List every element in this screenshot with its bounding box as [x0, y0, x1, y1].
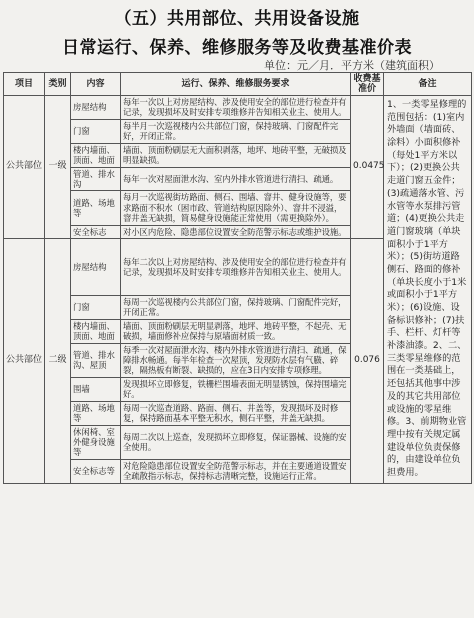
table-header-row: [4, 73, 472, 96]
item-cell: 公共部位: [4, 239, 45, 484]
document-title: （五）共用部位、共用设备设施: [114, 9, 360, 29]
content-cell: 道路、场地等: [71, 401, 121, 425]
content-cell: 房屋结构: [71, 96, 121, 120]
unit-label: 单位：元／月．平方米（建筑面积）: [264, 59, 440, 72]
content-cell: 管道、排水沟、屋顶: [71, 343, 121, 377]
requirement-cell: 每年一次以上对房屋结构、涉及使用安全的部位进行检查并有记录，发现损坏及时安排专项维修并告知相关业主、使用人。: [121, 96, 351, 120]
header-fee: 收费基准价: [351, 73, 384, 96]
level-cell: 二级: [45, 239, 71, 484]
requirement-cell: 每半月一次巡视楼内公共部位门窗，保持玻璃、门窗配件完好，开闭正常。: [121, 119, 351, 143]
requirement-cell: 每周一次巡视楼内公共部位门窗，保持玻璃、门窗配件完好，开闭正常。: [121, 295, 351, 319]
content-cell: 房屋结构: [71, 239, 121, 296]
content-cell: 围墙: [71, 377, 121, 401]
document-subtitle: 日常运行、保养、维修服务等及收费基准价表: [62, 38, 412, 58]
content-cell: 门窗: [71, 295, 121, 319]
note-cell: 1、一类零星修理的范围包括：(1)室内外墙面（墙面砖、涂料）小面积修补（每处1平方米以下）；(2)更换公共走道门窗五金件；(3)疏通落水管、污水管等水泵排污管道；(4)更换公共走道门窗玻璃（单块面积小于1平方米）；(5)街坊道路侧石、路面的修补（单块长度小于1米或面积小于1平方米）；(6)设施、设备标识修补；(7)扶手、栏杆、灯杆等补漆油漆。2、二、三类零星维修的范围在一类基础上，还包括其他事中涉及的其它共用部位或设施的零星维修。3、前期物业管理中按有关规定属建设单位负责保修的，由建设单位负担费用。: [384, 96, 472, 484]
content-cell: 安全标志等: [71, 459, 121, 483]
requirement-cell: 每年二次以上对房屋结构、涉及使用安全的部位进行检查并有记录，发现损坏及时安排专项维修并告知相关业主、使用人。: [121, 239, 351, 296]
requirement-cell: 对小区内危险、隐患部位设置安全防范警示标志或维护设施。: [121, 225, 351, 238]
requirement-cell: 每年一次对屋面泄水沟、室内外排水管道进行清扫、疏通。: [121, 167, 351, 191]
content-cell: 休闲椅、室外健身设施等: [71, 425, 121, 459]
requirement-cell: 每周一次巡查道路、路面、侧石、井盖等，发现损坏及时修复，保持路面基本平整无积水，侧石平整，井盖无缺损。: [121, 401, 351, 425]
requirement-cell: 发现损坏立即修复，铁栅栏围墙表面无明显锈蚀，保持围墙完好。: [121, 377, 351, 401]
content-cell: 道路、场地等: [71, 191, 121, 225]
content-cell: 安全标志: [71, 225, 121, 238]
item-cell: 公共部位: [4, 96, 45, 239]
header-note: 备注: [384, 73, 472, 96]
requirement-cell: 对危险隐患部位设置安全防范警示标志，并在主要通道设置安全疏散指示标志，保持标志清晰完整，设施运行正常。: [121, 459, 351, 483]
header-content: 内容: [71, 73, 121, 96]
requirement-cell: 每周二次以上巡查，发现损坏立即修复，保证器械、设施的安全使用。: [121, 425, 351, 459]
content-cell: 门窗: [71, 119, 121, 143]
table-row: [4, 96, 472, 120]
requirement-cell: 墙面、顶面粉刷层无大面积剥落，地坪、地砖平整，无破损及明显缺损。: [121, 143, 351, 167]
requirement-cell: 每月一次巡视街坊路面、侧石、围墙、窨井、健身设施等，要求路面不积水（困市政、管道结构原因除外）、窨井不浸溢，窨井盖无缺损，简易健身设施能正常使用（需更换除外）。: [121, 191, 351, 225]
fee-cell: 0.0475: [351, 96, 384, 239]
header-requirement: 运行、保养、维修服务要求: [121, 73, 351, 96]
requirement-cell: 墙面、顶面粉刷层无明显剥落，地坪、地砖平整，不起壳、无破损，墙面修补应保持与原墙面材质一致。: [121, 319, 351, 343]
content-cell: 楼内墙面、顶面、地面: [71, 143, 121, 167]
requirement-cell: 每季一次对屋面泄水沟、楼内外排水管道进行清扫、疏通，保障排水畅通。每半年检查一次屋顶，发现防水层有气臌、碎裂，隔热板有断裂、缺损的，应在3日内安排专项修理。: [121, 343, 351, 377]
level-cell: 一级: [45, 96, 71, 239]
header-level: 类别: [45, 73, 71, 96]
content-cell: 楼内墙面、顶面、地面: [71, 319, 121, 343]
header-item: 项目: [4, 73, 45, 96]
fee-cell: 0.076: [351, 239, 384, 484]
content-cell: 管道、排水沟: [71, 167, 121, 191]
fee-table: [3, 72, 472, 484]
